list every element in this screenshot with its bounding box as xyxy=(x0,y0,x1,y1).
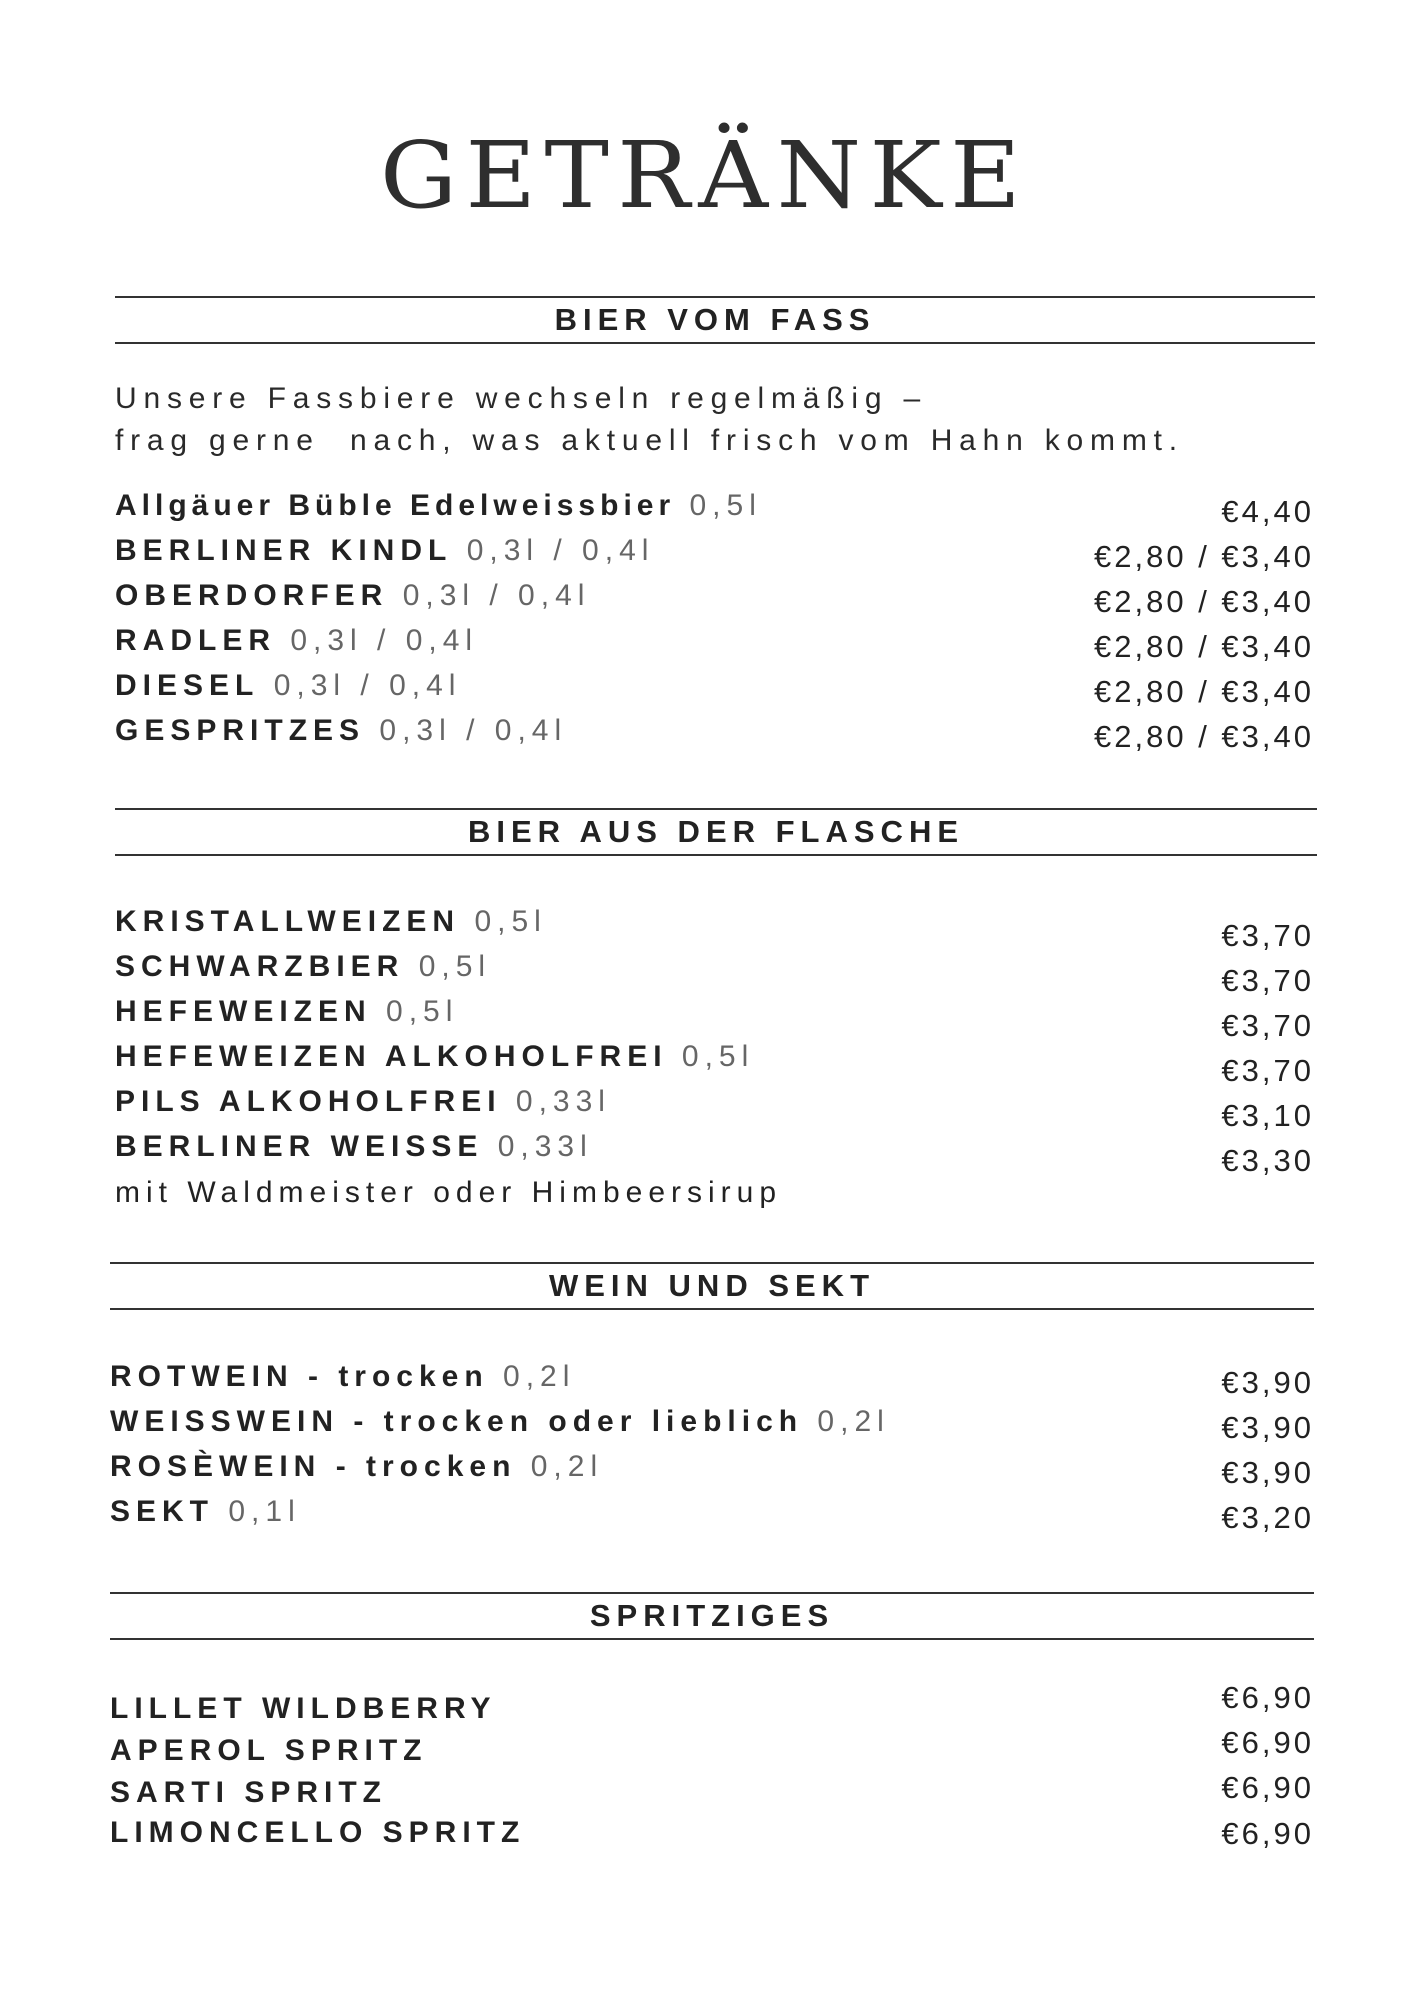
item-size: 0,2l xyxy=(530,1450,604,1483)
section-heading-label: BIER VOM FASS xyxy=(554,302,876,337)
list-item-weisswein xyxy=(110,1407,890,1437)
list-item-allgaeuer xyxy=(115,491,762,521)
item-price: €3,90 xyxy=(1221,1410,1314,1445)
item-price: €3,30 xyxy=(1221,1143,1314,1178)
item-detail: - trocken xyxy=(321,1450,531,1483)
item-price: €4,40 xyxy=(1221,494,1314,529)
item-price: €3,90 xyxy=(1221,1455,1314,1490)
item-price: €3,90 xyxy=(1221,1365,1314,1400)
section-heading-wein-und-sekt xyxy=(110,1262,1314,1310)
item-price: €2,80 / €3,40 xyxy=(1094,539,1314,574)
list-item-hefeweizen xyxy=(115,997,458,1027)
item-price: €3,20 xyxy=(1221,1500,1314,1535)
list-item-rotwein xyxy=(110,1362,575,1392)
list-item-kristallweizen xyxy=(115,907,547,937)
item-size: 0,1l xyxy=(228,1495,301,1528)
item-name: ROSÈWEIN xyxy=(110,1450,322,1483)
item-price: €6,90 xyxy=(1221,1680,1314,1715)
item-size: 0,3l / 0,4l xyxy=(402,579,591,612)
item-size: 0,5l xyxy=(681,1040,755,1073)
item-name: ROTWEIN xyxy=(110,1360,294,1393)
item-name: GESPRITZES xyxy=(115,714,366,747)
intro-line-1: Unsere Fassbiere wechseln regelmäßig – xyxy=(115,382,927,415)
item-name: SEKT xyxy=(110,1495,215,1528)
item-detail: - trocken xyxy=(293,1360,504,1393)
item-name: Allgäuer Büble Edelweissbier xyxy=(115,489,676,522)
item-name: HEFEWEIZEN xyxy=(115,995,372,1028)
list-item-diesel xyxy=(115,671,461,701)
list-item-pils-alkoholfrei xyxy=(115,1087,611,1117)
list-item-oberdorfer xyxy=(115,581,590,611)
list-item-sarti-spritz xyxy=(110,1778,387,1808)
section-heading-spritziges xyxy=(110,1592,1314,1640)
list-item-radler xyxy=(115,626,478,656)
item-price: €6,90 xyxy=(1221,1816,1314,1851)
list-item-limoncello-spritz xyxy=(110,1818,525,1848)
item-name: SCHWARZBIER xyxy=(115,950,405,983)
item-size: 0,3l / 0,4l xyxy=(290,624,479,657)
item-name: LILLET WILDBERRY xyxy=(110,1692,497,1725)
intro-text xyxy=(115,378,1184,462)
list-item-schwarzbier xyxy=(115,952,491,982)
item-size: 0,3l / 0,4l xyxy=(379,714,568,747)
item-size: 0,3l / 0,4l xyxy=(273,669,462,702)
item-name: HEFEWEIZEN ALKOHOLFREI xyxy=(115,1040,668,1073)
list-item-berliner-kindl xyxy=(115,536,654,566)
item-name: BERLINER KINDL xyxy=(115,534,453,567)
item-size: 0,33l xyxy=(497,1130,593,1163)
item-name: SARTI SPRITZ xyxy=(110,1776,388,1809)
list-item-aperol-spritz xyxy=(110,1736,427,1766)
item-size: 0,5l xyxy=(418,950,492,983)
item-size: 0,3l / 0,4l xyxy=(466,534,655,567)
section-heading-bier-vom-fass xyxy=(115,296,1315,344)
item-detail xyxy=(214,1495,228,1528)
section-heading-label: SPRITZIGES xyxy=(589,1598,835,1633)
item-name: LIMONCELLO SPRITZ xyxy=(110,1816,526,1849)
list-item-gespritzes xyxy=(115,716,567,746)
list-item-lillet-wildberry xyxy=(110,1694,497,1724)
item-price: €2,80 / €3,40 xyxy=(1094,674,1314,709)
item-size: 0,5l xyxy=(474,905,547,938)
item-price: €3,70 xyxy=(1221,918,1314,953)
item-detail: - trocken oder lieblich xyxy=(339,1405,818,1438)
item-name: APEROL SPRITZ xyxy=(110,1734,428,1767)
section-heading-label: BIER AUS DER FLASCHE xyxy=(467,814,965,849)
menu-title: GETRÄNKE xyxy=(379,122,1030,229)
item-name: RADLER xyxy=(115,624,276,657)
item-note: mit Waldmeister oder Himbeersirup xyxy=(115,1176,783,1209)
item-name: DIESEL xyxy=(115,669,260,702)
item-price: €3,10 xyxy=(1221,1098,1314,1133)
item-size: 0,5l xyxy=(386,995,459,1028)
item-price: €2,80 / €3,40 xyxy=(1094,719,1314,754)
list-item-rosewein xyxy=(110,1452,603,1482)
item-name: KRISTALLWEIZEN xyxy=(115,905,461,938)
item-size: 0,5l xyxy=(689,489,762,522)
item-name: PILS ALKOHOLFREI xyxy=(115,1085,502,1118)
list-item-berliner-weisse xyxy=(115,1132,593,1162)
item-price: €6,90 xyxy=(1221,1770,1314,1805)
section-heading-bier-aus-der-flasche xyxy=(115,808,1317,856)
item-name: OBERDORFER xyxy=(115,579,389,612)
item-size: 0,2l xyxy=(817,1405,890,1438)
item-price: €3,70 xyxy=(1221,963,1314,998)
item-name: WEISSWEIN xyxy=(110,1405,340,1438)
item-price: €6,90 xyxy=(1221,1725,1314,1760)
intro-line-2: frag gerne nach, was aktuell frisch vom Hahn kommt. xyxy=(115,424,1184,457)
item-price: €3,70 xyxy=(1221,1008,1314,1043)
item-price: €2,80 / €3,40 xyxy=(1094,584,1314,619)
item-price: €2,80 / €3,40 xyxy=(1094,629,1314,664)
list-item-sekt xyxy=(110,1497,301,1527)
item-price: €3,70 xyxy=(1221,1053,1314,1088)
list-item-hefeweizen-alkoholfrei xyxy=(115,1042,754,1072)
item-size: 0,33l xyxy=(515,1085,611,1118)
section-heading-label: WEIN UND SEKT xyxy=(549,1268,875,1303)
item-name: BERLINER WEISSE xyxy=(115,1130,484,1163)
item-size: 0,2l xyxy=(503,1360,576,1393)
